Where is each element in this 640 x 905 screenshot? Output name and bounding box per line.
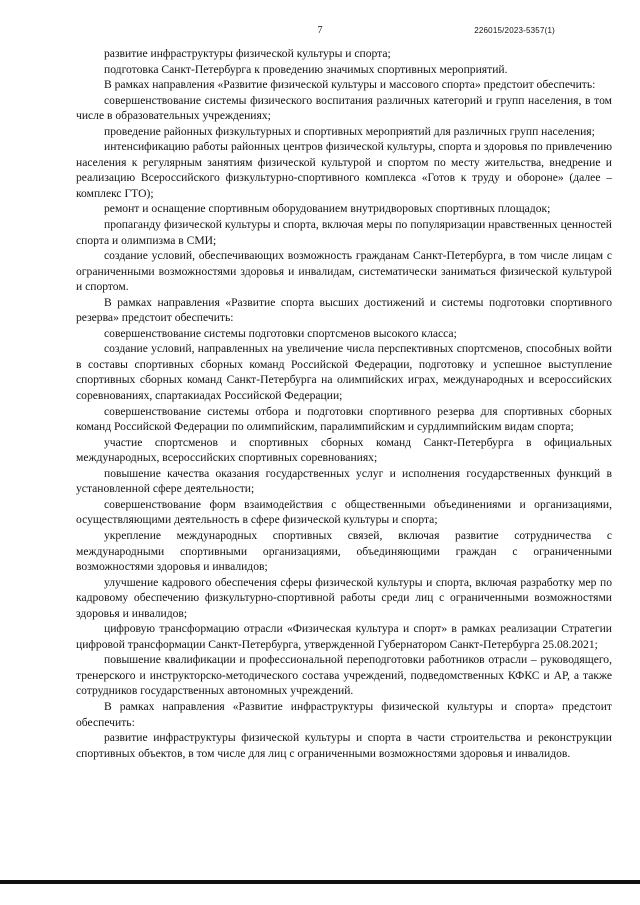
paragraph: совершенствование системы подготовки спортсменов высокого класса; xyxy=(104,326,457,340)
paragraph: пропаганду физической культуры и спорта, включая меры по популяризации нравственных ценностей спорта и олимпизма в СМИ; xyxy=(76,218,612,247)
paragraph: ремонт и оснащение спортивным оборудованием внутридворовых спортивных площадок; xyxy=(104,202,551,216)
paragraph: совершенствование системы физического воспитания различных категорий и групп населения, в том числе в образовательных учреждениях; xyxy=(76,93,612,123)
paragraph: развитие инфраструктуры физической культуры и спорта; xyxy=(104,47,391,60)
paragraph: подготовка Санкт-Петербурга к проведению значимых спортивных мероприятий. xyxy=(104,62,508,76)
paragraph: участие спортсменов и спортивных сборных команд Санкт-Петербурга в официальных международных, всероссийских спортивных соревнованиях; xyxy=(76,435,612,465)
paragraph: повышение качества оказания государственных услуг и исполнения государственных функций в установленной сфере деятельности; xyxy=(76,466,612,496)
paragraph: В рамках направления «Развитие физической культуры и массового спорта» предстоит обеспечить: xyxy=(104,78,596,92)
document-id: 226015/2023-5357(1) xyxy=(474,26,555,35)
paragraph: цифровую трансформацию отрасли «Физическая культура и спорт» в рамках реализации Стратегии цифровой трансформации Санкт-Петербурга, утвержденной Губернатором Санкт-Петербурга 25.08.2021; xyxy=(76,622,612,651)
paragraph: В рамках направления «Развитие инфраструктуры физической культуры и спорта» предстоит обеспечить: xyxy=(76,699,612,729)
paragraph: совершенствование форм взаимодействия с общественными объединениями и организациями, осуществляющими деятельность в сфере физической культуры и спорта; xyxy=(76,497,612,527)
paragraph: В рамках направления «Развитие спорта высших достижений и системы подготовки спортивного резерва» предстоит обеспечить: xyxy=(76,295,612,325)
paragraph: совершенствование системы отбора и подготовки спортивного резерва для спортивных сборных команд Российской Федерации по олимпийским, паралимпийским и сурдлимпийским видам спорта; xyxy=(76,404,612,434)
paragraph: развитие инфраструктуры физической культуры и спорта в части строительства и реконструкции спортивных объектов, в том числе для лиц с ограниченными возможностями здоровья и инвалидов. xyxy=(76,731,612,760)
paragraph: интенсификацию работы районных центров физической культуры, спорта и здоровья по привлечению населения к регулярным занятиям физической культурой и спортом по месту жительства, внедрение и реализацию Всероссийского физкультурно-спортивного комплекса «Готов к труду и обороне» (далее – комплекс ГТО); xyxy=(76,140,612,200)
paragraph: проведение районных физкультурных и спортивных мероприятий для различных групп населения; xyxy=(104,124,595,138)
paragraph: укрепление международных спортивных связей, включая развитие сотрудничества с международными спортивными организациями, объединяющими граждан с ограниченными возможностями здоровья и инвалидов; xyxy=(76,528,612,574)
paragraph: создание условий, направленных на увеличение числа перспективных спортсменов, способных войти в составы спортивных сборных команд Российской Федерации, подготовку и успешное выступление спортивных сборных команд Санкт-Петербурга на олимпийских играх, международных и всероссийских соревнованиях, спартакиадах Российской Федерации; xyxy=(76,342,612,403)
paragraph: повышение квалификации и профессиональной переподготовки работников отрасли – руководящего, тренерского и инструкторско-методического состава учреждений, подведомственных КФКС и АР, а также сотрудников государственных автономных учреждений. xyxy=(76,653,612,698)
document-body xyxy=(76,46,612,761)
page-number: 7 xyxy=(317,25,323,36)
paragraph: создание условий, обеспечивающих возможность гражданам Санкт-Петербурга, в том числе лицам с ограниченными возможностями здоровья и инвалидам, систематически заниматься физической культурой и спортом. xyxy=(76,249,612,294)
paragraph: улучшение кадрового обеспечения сферы физической культуры и спорта, включая разработку мер по кадровому обеспечению физкультурно-спортивной работы среди лиц с ограниченными возможностями здоровья и инвалидов; xyxy=(76,575,612,620)
scan-bottom-edge xyxy=(0,880,640,884)
